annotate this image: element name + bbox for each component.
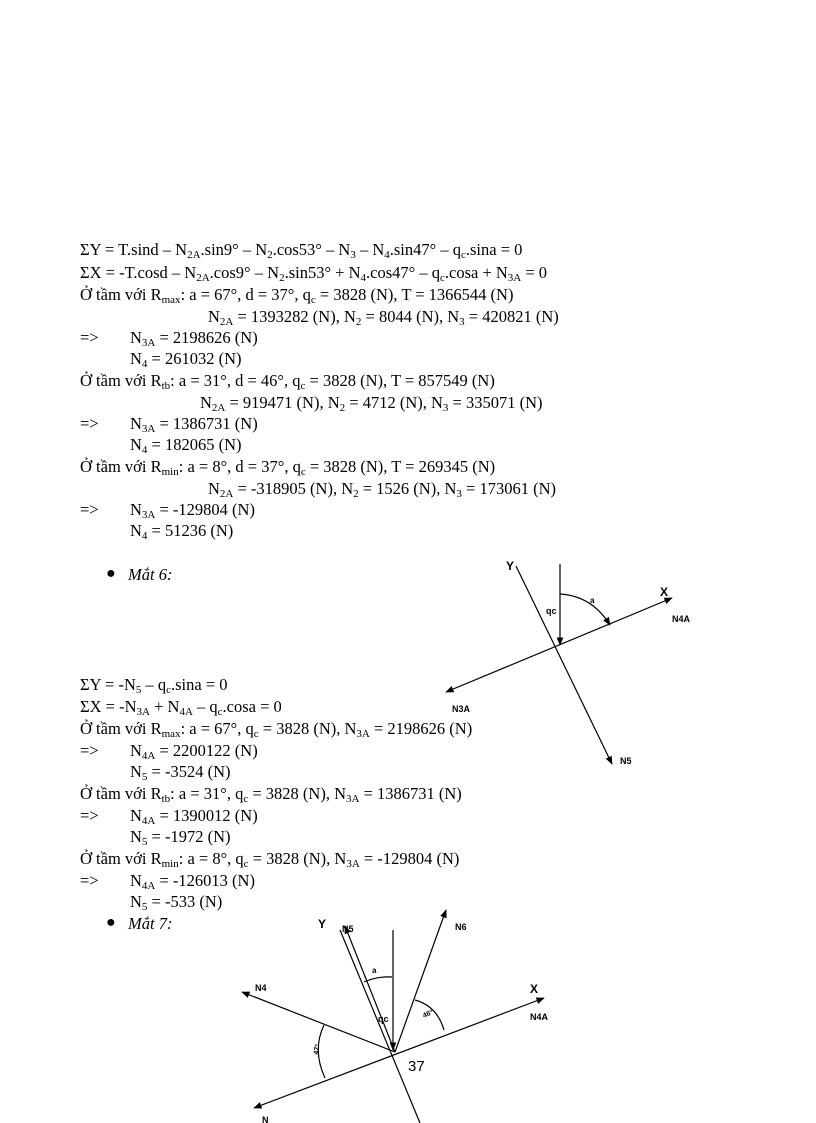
n-bottom-label-7: N: [262, 1115, 269, 1123]
angle-arc-a-7: [364, 977, 392, 982]
qc-label-7: qc: [378, 1014, 389, 1024]
heading-mat-6: Mắt 6:: [128, 565, 173, 584]
sum-x-equation-5: $\Sigma X = -T.\cos d - N_{2A}.\cos 9^\circ - N_2.\sin 53^\circ + N_4.\cos 47^\circ - q_c.\cos a + N_{3A} = 0$: [80, 263, 548, 284]
rmin-n4a-6: $N_{4A} = -126013$ (N): [130, 871, 255, 892]
rtb-n4a-6: $N_{4A} = 1390012$ (N): [130, 806, 258, 827]
n4a-label-7: N4A: [530, 1012, 549, 1022]
rmax-given-5: $N_{2A} = 1393282$ (N), $N_2 = 8044$ (N), $N_3 = 420821$ (N): [208, 307, 559, 328]
n5-label-7: N5: [342, 924, 354, 934]
rmax-arrow-5: =>: [80, 328, 99, 347]
rmin-intro-6: Ở tầm với $R_{min}$: a = 8°, $q_c = 3828$ (N), $N_{3A} = -129804$ (N): [80, 849, 460, 870]
rmin-n3a-5: $N_{3A} = -129804$ (N): [130, 500, 255, 521]
rmax-arrow-6: =>: [80, 741, 99, 760]
x-axis-7: [254, 998, 544, 1108]
node-7-diagram: [242, 910, 544, 1123]
rmin-n5-6: $N_5 = -533$ (N): [130, 892, 223, 913]
n4a-label-6: N4A: [672, 614, 691, 624]
x-label-7: X: [530, 982, 539, 996]
y-label-6: Y: [506, 559, 515, 573]
rtb-n5-6: $N_5 = -1972$ (N): [130, 827, 231, 848]
rmin-arrow-6: =>: [80, 871, 99, 890]
rmax-n4a-6: $N_{4A} = 2200122$ (N): [130, 741, 258, 762]
rtb-n3a-5: $N_{3A} = 1386731$ (N): [130, 414, 258, 435]
sum-x-equation-6: $\Sigma X = -N_{3A} + N_{4A} - q_c.\cos a = 0$: [80, 697, 282, 718]
rtb-n4-5: $N_4 = 182065$ (N): [130, 435, 242, 456]
n6-label-7: N6: [455, 922, 467, 932]
rtb-intro-5: Ở tầm với $R_{tb}$: a = 31°, d = 46°, $q_c = 3828$ (N), T = 857549 (N): [80, 371, 495, 392]
rtb-intro-6: Ở tầm với $R_{tb}$: a = 31°, $q_c = 3828$ (N), $N_{3A} = 1386731$ (N): [80, 784, 462, 805]
rtb-given-5: $N_{2A} = 919471$ (N), $N_2 = 4712$ (N), $N_3 = 335071$ (N): [200, 393, 543, 414]
center-label-7: 37: [408, 1058, 425, 1075]
rmax-n4-5: $N_4 = 261032$ (N): [130, 349, 242, 370]
heading-mat-7: Mắt 7:: [128, 914, 173, 933]
angle-label-6: a: [590, 596, 595, 605]
rmax-intro-6: Ở tầm với $R_{max}$: a = 67°, $q_c = 3828$ (N), $N_{3A} = 2198626$ (N): [80, 719, 473, 740]
rmin-n4-5: $N_4 = 51236$ (N): [130, 521, 234, 542]
n5-vector-7: [345, 926, 395, 1052]
y-label-7: Y: [318, 917, 327, 931]
n5-label-6: N5: [620, 756, 632, 766]
bullet-icon: ●: [106, 565, 116, 582]
bullet-icon: ●: [106, 914, 116, 931]
qc-label-6: qc: [546, 606, 557, 616]
rmin-intro-5: Ở tầm với $R_{min}$: a = 8°, d = 37°, $q_c = 3828$ (N), T = 269345 (N): [80, 457, 496, 478]
n6-vector-7: [395, 910, 446, 1052]
rmax-intro-5: Ở tầm với $R_{max}$: a = 67°, d = 37°, $q_c = 3828$ (N), T = 1366544 (N): [80, 285, 514, 306]
sum-y-equation-6: $\Sigma Y = -N_5 - q_c.\sin a = 0$: [80, 675, 228, 696]
n4-label-7: N4: [255, 983, 267, 993]
node-6-diagram: [446, 564, 672, 764]
y-axis-6: [516, 566, 612, 764]
x-label-6: X: [660, 585, 669, 599]
rmin-given-5: $N_{2A} = -318905$ (N), $N_2 = 1526$ (N), $N_3 = 173061$ (N): [208, 479, 556, 500]
n3a-label-6: N3A: [452, 704, 471, 714]
sum-y-equation-5: $\Sigma Y = T.\sin d - N_{2A}.\sin 9^\circ - N_2.\cos 53^\circ - N_3 - N_4.\sin 47^\circ - q_c.\sin a = 0$: [80, 240, 523, 261]
angle-46-label-7: 46°: [421, 1008, 435, 1020]
rtb-arrow-5: =>: [80, 414, 99, 433]
rtb-arrow-6: =>: [80, 806, 99, 825]
x-axis-6: [446, 598, 672, 692]
angle-47-label-7: 47°: [313, 1043, 322, 1056]
rmax-n3a-5: $N_{3A} = 2198626$ (N): [130, 328, 258, 349]
angle-a-label-7: a: [372, 966, 377, 975]
rmax-n5-6: $N_5 = -3524$ (N): [130, 762, 231, 783]
rmin-arrow-5: =>: [80, 500, 99, 519]
angle-arc-6: [560, 594, 610, 625]
y-axis-7: [340, 930, 420, 1123]
